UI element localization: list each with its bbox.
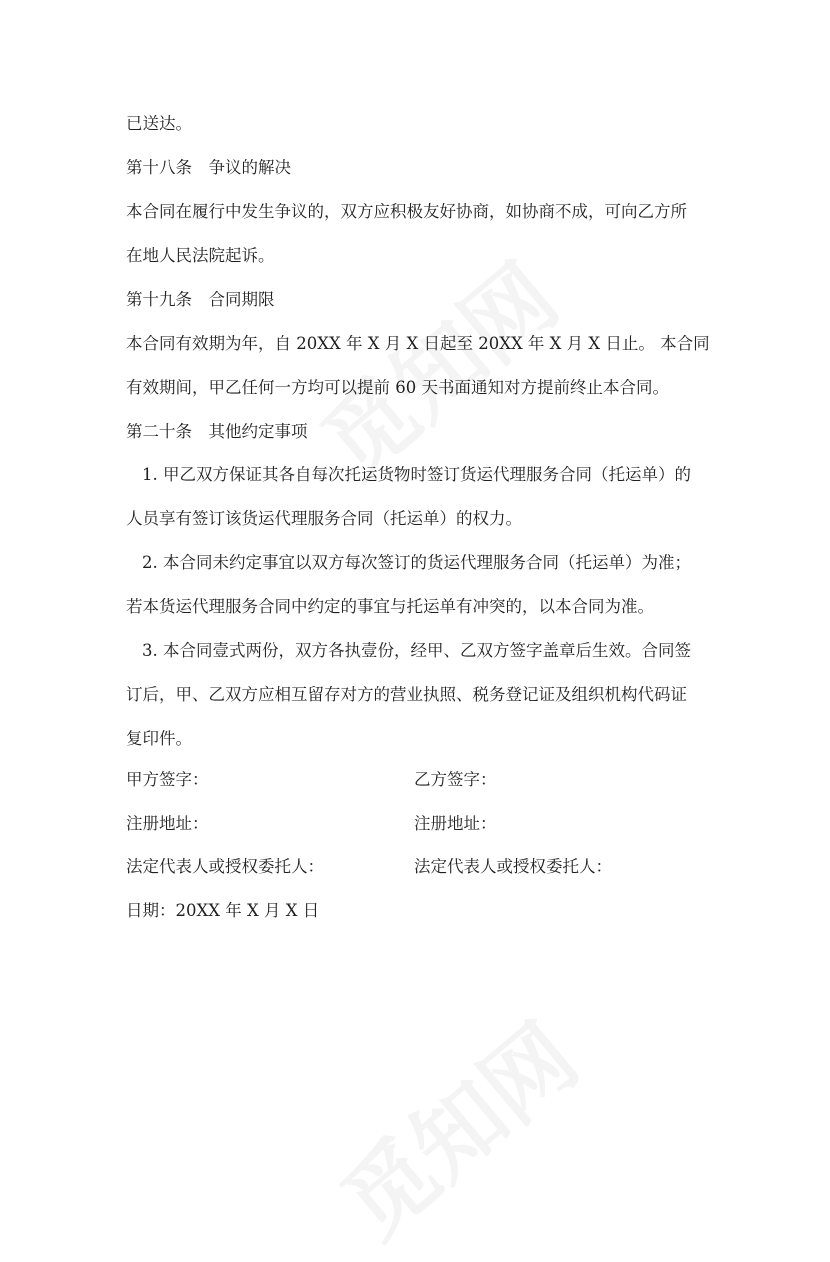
party-a-representative: 法定代表人或授权委托人： <box>126 857 324 876</box>
list-item-2: 2. 本合同未约定事宜以双方每次签订的货运代理服务合同（托运单）为准； <box>142 553 691 572</box>
list-item-2-cont: 若本货运代理服务合同中约定的事宜与托运单有冲突的，以本合同为准。 <box>126 597 654 616</box>
party-b-address: 注册地址： <box>414 814 497 833</box>
list-item-3-cont: 复印件。 <box>126 729 192 748</box>
paragraph-text: 在地人民法院起诉。 <box>126 246 275 265</box>
party-a-address: 注册地址： <box>126 814 209 833</box>
paragraph-text: 本合同在履行中发生争议的，双方应积极友好协商，如协商不成，可向乙方所 <box>126 202 687 221</box>
list-item-1: 1. 甲乙双方保证其各自每次托运货物时签订货运代理服务合同（托运单）的 <box>142 465 691 484</box>
paragraph-text: 已送达。 <box>126 114 192 133</box>
party-b-representative: 法定代表人或授权委托人： <box>414 857 612 876</box>
signing-date: 日期：20XX 年 X 月 X 日 <box>126 901 320 920</box>
article-20-heading: 第二十条 其他约定事项 <box>126 422 308 441</box>
article-18-heading: 第十八条 争议的解决 <box>126 158 291 177</box>
party-a-signature: 甲方签字： <box>126 770 209 789</box>
list-item-3: 3. 本合同壹式两份，双方各执壹份，经甲、乙双方签字盖章后生效。合同签 <box>142 641 691 660</box>
paragraph-text: 有效期间，甲乙任何一方均可以提前 60 天书面通知对方提前终止本合同。 <box>126 378 669 397</box>
article-19-heading: 第十九条 合同期限 <box>126 290 275 309</box>
watermark <box>290 228 580 501</box>
party-b-signature: 乙方签字： <box>414 770 497 789</box>
watermark <box>310 988 600 1261</box>
list-item-1-cont: 人员享有签订该货运代理服务合同（托运单）的权力。 <box>126 509 522 528</box>
paragraph-text: 本合同有效期为年，自 20XX 年 X 月 X 日起至 20XX 年 X 月 X 日止。 本合同 <box>126 334 710 353</box>
list-item-3-cont: 订后，甲、乙双方应相互留存对方的营业执照、税务登记证及组织机构代码证 <box>126 685 687 704</box>
